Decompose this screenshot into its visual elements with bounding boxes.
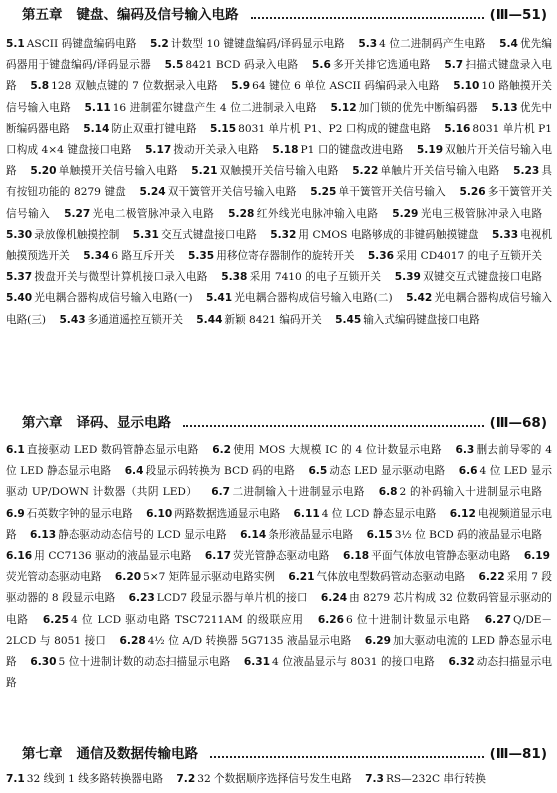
entry-title: 用移位寄存器制作的旋转开关: [216, 250, 355, 263]
entry-title: 红外线光电脉冲输入电路: [256, 207, 379, 220]
entry-title: 荧光管动态驱动电路: [6, 571, 102, 584]
entry-number: 5.36: [367, 250, 394, 263]
entry-number: 6.28: [119, 634, 146, 647]
entry-title: 双触片开关信号输入电路: [6, 144, 553, 178]
entry-title: 气体放电型数码管动态驱动电路: [316, 571, 466, 584]
toc-entry: [270, 229, 488, 241]
toc-entry: [206, 292, 403, 304]
toc-entry: [343, 550, 520, 562]
toc-entry: [367, 529, 552, 541]
toc-entry: [308, 465, 455, 477]
toc-entry: [6, 292, 203, 304]
entry-number: 6.26: [317, 613, 345, 626]
entry-number: 5.26: [459, 186, 486, 199]
entry-title: 4 位二进制码产生电路: [379, 38, 486, 50]
entry-title: 由 8279 芯片构成 32 位数码管显示驱动的电路: [6, 592, 552, 626]
entry-number: 6.32: [448, 656, 475, 669]
entry-title: LCD7 段显示器与单片机的接口: [156, 592, 308, 605]
entry-number: 6.1: [6, 444, 25, 456]
chapter-heading: [0, 743, 557, 765]
toc-entry: [205, 550, 340, 562]
dot-leader: [210, 756, 484, 758]
entry-number: 6.16: [6, 550, 33, 563]
entry-number: 6.22: [478, 571, 505, 584]
entry-number: 5.44: [196, 313, 223, 326]
toc-entry: [231, 80, 449, 92]
entry-number: 6.2: [212, 444, 231, 456]
chapter-heading: [0, 4, 557, 26]
entry-title: 段显示码转换为 BCD 码的电路: [145, 465, 295, 478]
chapter-5: [0, 4, 557, 331]
entry-title: 扫描式键盘录入电路: [6, 59, 553, 93]
entry-title: ASCII 码键盘编码电路: [26, 38, 137, 50]
entry-title: 条形液晶显示电路: [268, 528, 354, 541]
entry-title: 荧光管静态驱动电路: [233, 550, 330, 563]
toc-entry: [318, 614, 481, 626]
toc-entry: [352, 165, 509, 177]
entry-title: 5 位十进制计数的动态扫描显示电路: [58, 656, 231, 669]
entry-number: 5.13: [491, 101, 518, 114]
entry-title: 使用 MOS 大规模 IC 的 4 位计数显示电路: [233, 444, 442, 456]
toc-entry: [395, 271, 552, 283]
entry-title: 8031 单片机 P1 口构成 4×4 键盘接口电路: [6, 122, 553, 157]
entry-list: [0, 769, 557, 790]
toc-entry: [115, 571, 285, 583]
entry-number: 6.12: [449, 507, 476, 520]
entry-title: 3½ 位 BCD 码的液晶显示电路: [394, 528, 543, 541]
entry-number: 6.21: [288, 571, 315, 584]
entry-title: 直接驱动 LED 数码管静态显示电路: [26, 444, 199, 456]
entry-title: 多干簧管开关信号输入: [6, 186, 553, 220]
toc-entry: [6, 271, 218, 283]
entry-title: 单触摸开关信号输入电路: [58, 165, 178, 178]
entry-number: 5.39: [394, 271, 421, 284]
entry-title: 删去前导零的 4 位 LED 静态显示电路: [6, 444, 552, 478]
entry-title: 光电耦合器构成信号输入电路(一): [34, 292, 193, 305]
toc-entry: [133, 229, 267, 241]
entry-number: 6.11: [293, 507, 320, 520]
entry-title: 优先编码器用于键盘编码/译码显示器: [6, 38, 553, 72]
entry-title: 4 位 LCD 驱动电路 TSC7211AM 的级联应用: [71, 613, 304, 626]
entry-title: 单触片开关信号输入电路: [380, 165, 500, 178]
entry-title: 录放像机触摸控制: [34, 228, 120, 241]
toc-entry: [228, 208, 388, 220]
toc-entry: [6, 444, 209, 456]
entry-title: 计数型 10 键键盘编码/译码显示电路: [170, 38, 345, 50]
entry-number: 7.1: [6, 773, 25, 785]
entry-title: 6 路互斥开关: [111, 250, 175, 263]
entry-number: 5.15: [210, 122, 237, 135]
entry-number: 6.24: [320, 592, 348, 605]
entry-title: P1 口的键盘改进电路: [300, 144, 404, 157]
entry-number: 6.9: [6, 507, 25, 520]
toc-entry: [43, 614, 314, 626]
toc-entry: [6, 38, 147, 50]
entry-number: 5.3: [358, 38, 378, 50]
chapter-title: 译码、显示电路: [76, 415, 171, 431]
entry-title: 交互式键盘接口电路: [160, 228, 257, 241]
chapter-title: 键盘、编码及信号输入电路: [76, 7, 239, 23]
entry-number: 5.4: [499, 38, 518, 50]
chapter-heading: [0, 412, 557, 434]
entry-title: 5×7 矩阵显示驱动电路实例: [143, 571, 275, 584]
entry-number: 7.2: [176, 773, 196, 785]
entry-title: 多开关排它选通电路: [332, 59, 431, 72]
entry-title: 拨盘开关与微型计算机接口录入电路: [34, 271, 208, 284]
toc-entry: [6, 773, 173, 785]
entry-number: 5.38: [221, 271, 248, 284]
entry-title: 6 位十进制计数显示电路: [346, 613, 471, 626]
entry-title: Q/DE－2LCD 与 8051 接口: [6, 613, 553, 647]
toc-entry: [30, 529, 237, 541]
toc-entry: [176, 773, 361, 785]
toc-entry: [244, 656, 445, 668]
toc-entry: [6, 229, 129, 241]
entry-list: [0, 440, 557, 694]
entry-title: 两路数据选通显示电路: [174, 507, 281, 520]
entry-number: 5.1: [6, 38, 25, 50]
chapter-page-ref: (Ⅲ—81): [489, 746, 547, 762]
toc-entry: [210, 123, 441, 135]
entry-title: 4 位 LCD 静态显示电路: [321, 507, 437, 520]
entry-number: 5.11: [84, 101, 111, 114]
entry-title: 电视机触摸预选开关: [6, 228, 553, 263]
entry-number: 5.5: [164, 59, 184, 72]
entry-list: [0, 34, 557, 331]
entry-title: RS—232C 串行转换: [385, 773, 486, 785]
entry-title: 加大驱动电流的 LED 静态显示电路: [6, 634, 553, 669]
entry-number: 5.32: [270, 228, 297, 241]
entry-title: 8421 BCD 码录入电路: [185, 59, 299, 72]
entry-number: 5.8: [30, 80, 50, 93]
entry-title: 8031 单片机 P1、P2 口构成的键盘电路: [238, 122, 431, 135]
entry-number: 5.12: [330, 101, 357, 114]
entry-number: 6.23: [128, 592, 155, 605]
entry-number: 6.17: [204, 550, 232, 563]
entry-number: 5.30: [6, 228, 33, 241]
entry-title: 动态 LED 显示驱动电路: [329, 465, 446, 478]
entry-title: 用 CMOS 电路够成的非键码触摸键盘: [298, 228, 479, 241]
dot-leader: [251, 17, 484, 19]
entry-title: 拨动开关录入电路: [173, 144, 259, 157]
entry-title: 电视频道显示电路: [6, 507, 552, 541]
entry-title: 采用 7 段驱动器的 8 段显示电路: [6, 571, 552, 605]
entry-number: 6.19: [523, 550, 551, 563]
entry-title: 二进制输入十进制显示电路: [232, 486, 365, 499]
entry-number: 5.25: [310, 186, 337, 199]
entry-title: 具有按钮功能的 8279 键盘: [6, 165, 553, 199]
entry-number: 6.8: [378, 486, 398, 499]
entry-title: 双键交互式键盘接口电路: [422, 271, 543, 284]
toc-entry: [30, 165, 187, 177]
toc-entry: [365, 773, 496, 785]
entry-number: 5.35: [188, 250, 215, 263]
toc-entry: [310, 186, 456, 198]
toc-entry: [335, 314, 490, 326]
entry-number: 5.17: [145, 144, 172, 157]
toc-entry: [120, 635, 362, 647]
entry-number: 5.45: [335, 313, 362, 326]
toc-entry: [30, 80, 227, 92]
toc-entry: [59, 314, 192, 326]
chapter-number: 第五章: [22, 7, 63, 23]
toc-entry: [150, 38, 355, 50]
entry-title: 采用 CD4017 的电子互锁开关: [395, 250, 542, 263]
entry-number: 5.7: [444, 59, 464, 72]
entry-title: 2 的补码输入十进制显示电路: [399, 486, 543, 499]
toc-entry: [358, 38, 495, 50]
entry-title: 双触摸开关信号输入电路: [219, 165, 339, 178]
entry-number: 5.24: [139, 186, 166, 199]
toc-entry: [312, 59, 441, 71]
toc-entry: [129, 592, 318, 604]
entry-number: 5.21: [191, 165, 218, 178]
toc-entry: [145, 144, 269, 156]
entry-number: 6.25: [42, 613, 70, 626]
entry-number: 5.29: [392, 207, 419, 220]
toc-entry: [139, 186, 306, 198]
entry-number: 5.43: [59, 313, 86, 326]
entry-title: 4 位液晶显示与 8031 的接口电路: [272, 656, 435, 669]
chapter-7: [0, 743, 557, 790]
entry-title: 单干簧管开关信号输入: [338, 186, 446, 199]
toc-entry: [64, 208, 224, 220]
toc-entry: [392, 208, 552, 220]
toc-entry: [85, 102, 327, 114]
entry-number: 6.4: [124, 465, 144, 478]
entry-number: 5.42: [406, 292, 433, 305]
entry-number: 5.34: [83, 250, 110, 263]
toc-entry: [294, 508, 447, 520]
entry-title: 新颖 8421 编码开关: [224, 313, 322, 326]
entry-number: 5.14: [83, 122, 110, 135]
entry-number: 6.20: [114, 571, 142, 584]
entry-title: 10 路触摸开关信号输入电路: [6, 80, 553, 114]
entry-title: 光电耦合器构成信号输入电路(二): [234, 292, 393, 305]
entry-title: 防止双重打键电路: [111, 122, 197, 135]
entry-number: 5.18: [272, 144, 299, 157]
toc-entry: [196, 314, 331, 326]
toc-entry: [221, 271, 391, 283]
chapter-title: 通信及数据传输电路: [76, 746, 198, 762]
entry-number: 5.2: [150, 38, 169, 50]
toc-entry: [272, 144, 413, 156]
toc-entry: [6, 550, 201, 562]
toc-entry: [83, 250, 184, 262]
entry-number: 6.15: [366, 528, 393, 541]
toc-entry: [30, 656, 240, 668]
entry-number: 5.31: [132, 228, 159, 241]
entry-number: 6.18: [342, 550, 370, 563]
entry-number: 5.6: [312, 59, 331, 72]
entry-title: 光电二极管脉冲录入电路: [92, 207, 215, 220]
entry-title: 128 双触点键的 7 位数据录入电路: [51, 80, 218, 93]
entry-title: 输入式编码键盘接口电路: [363, 313, 480, 326]
entry-title: 光电三极管脉冲录入电路: [420, 207, 543, 220]
entry-title: 动态扫描显示电路: [6, 656, 552, 690]
entry-title: 4½ 位 A/D 转换器 5G7135 液晶显示电路: [147, 634, 352, 647]
entry-number: 5.40: [6, 292, 33, 305]
entry-number: 5.23: [513, 165, 540, 178]
entry-title: 32 线到 1 线多路转换器电路: [26, 773, 164, 785]
entry-number: 6.10: [146, 507, 173, 520]
entry-number: 7.3: [365, 773, 384, 785]
entry-title: 平面气体放电管静态驱动电路: [371, 550, 511, 563]
toc-entry: [146, 508, 290, 520]
entry-title: 多通道遥控互锁开关: [87, 313, 183, 326]
entry-title: 64 键位 6 单位 ASCII 码编码录入电路: [252, 80, 440, 93]
entry-number: 5.28: [228, 207, 255, 220]
entry-number: 5.9: [231, 80, 251, 93]
chapter-number: 第六章: [22, 415, 63, 431]
chapter-page-ref: (Ⅲ—51): [489, 7, 547, 23]
toc-entry: [212, 444, 452, 456]
entry-number: 6.5: [308, 465, 328, 478]
entry-number: 5.20: [30, 165, 57, 178]
toc-entry: [125, 465, 305, 477]
entry-number: 6.13: [30, 528, 57, 541]
entry-title: 加门锁的优先中断编码器: [358, 101, 478, 114]
entry-number: 5.19: [416, 144, 444, 157]
chapter-6: [0, 412, 557, 694]
entry-title: 16 进制霍尔键盘产生 4 位二进制录入电路: [112, 101, 317, 114]
entry-number: 6.30: [30, 656, 57, 669]
chapter-page-ref: (Ⅲ—68): [489, 415, 547, 431]
entry-number: 5.16: [444, 122, 471, 135]
entry-title: 32 个数据顺序选择信号发生电路: [197, 773, 352, 785]
entry-number: 6.6: [458, 465, 478, 478]
toc-entry: [188, 250, 364, 262]
entry-title: 采用 7410 的电子互锁开关: [249, 271, 382, 284]
toc-entry: [211, 486, 375, 498]
entry-title: 4 位 LED 显示驱动 UP/DOWN 计数器（共阴 LED）: [6, 465, 552, 499]
entry-number: 5.10: [453, 80, 480, 93]
dot-leader: [183, 425, 484, 427]
entry-number: 6.3: [455, 444, 475, 456]
entry-number: 5.22: [352, 165, 379, 178]
entry-title: 光电耦合器构成信号输入电路(三): [6, 292, 552, 326]
entry-number: 6.31: [243, 656, 271, 669]
entry-number: 6.27: [484, 613, 511, 626]
entry-number: 5.41: [206, 292, 233, 305]
toc-entry: [165, 59, 309, 71]
entry-title: 双干簧管开关信号输入电路: [167, 186, 297, 199]
entry-number: 6.29: [364, 634, 392, 647]
toc-entry: [379, 486, 552, 498]
entry-title: 石英数字钟的显示电路: [26, 507, 133, 520]
chapter-number: 第七章: [22, 746, 63, 762]
entry-number: 6.14: [240, 528, 267, 541]
entry-number: 5.37: [6, 271, 33, 284]
entry-title: 静态驱动动态信号的 LCD 显示电路: [58, 528, 227, 541]
toc-entry: [83, 123, 206, 135]
entry-title: 用 CC7136 驱动的液晶显示电路: [34, 550, 192, 563]
toc-entry: [6, 508, 143, 520]
toc-entry: [368, 250, 552, 262]
toc-entry: [330, 102, 487, 114]
toc-entry: [288, 571, 475, 583]
entry-title: 优先中断编码器电路: [6, 101, 553, 135]
entry-number: 6.7: [211, 486, 231, 499]
entry-number: 5.33: [491, 228, 519, 241]
toc-entry: [240, 529, 363, 541]
toc-entry: [191, 165, 348, 177]
entry-number: 5.27: [64, 207, 91, 220]
